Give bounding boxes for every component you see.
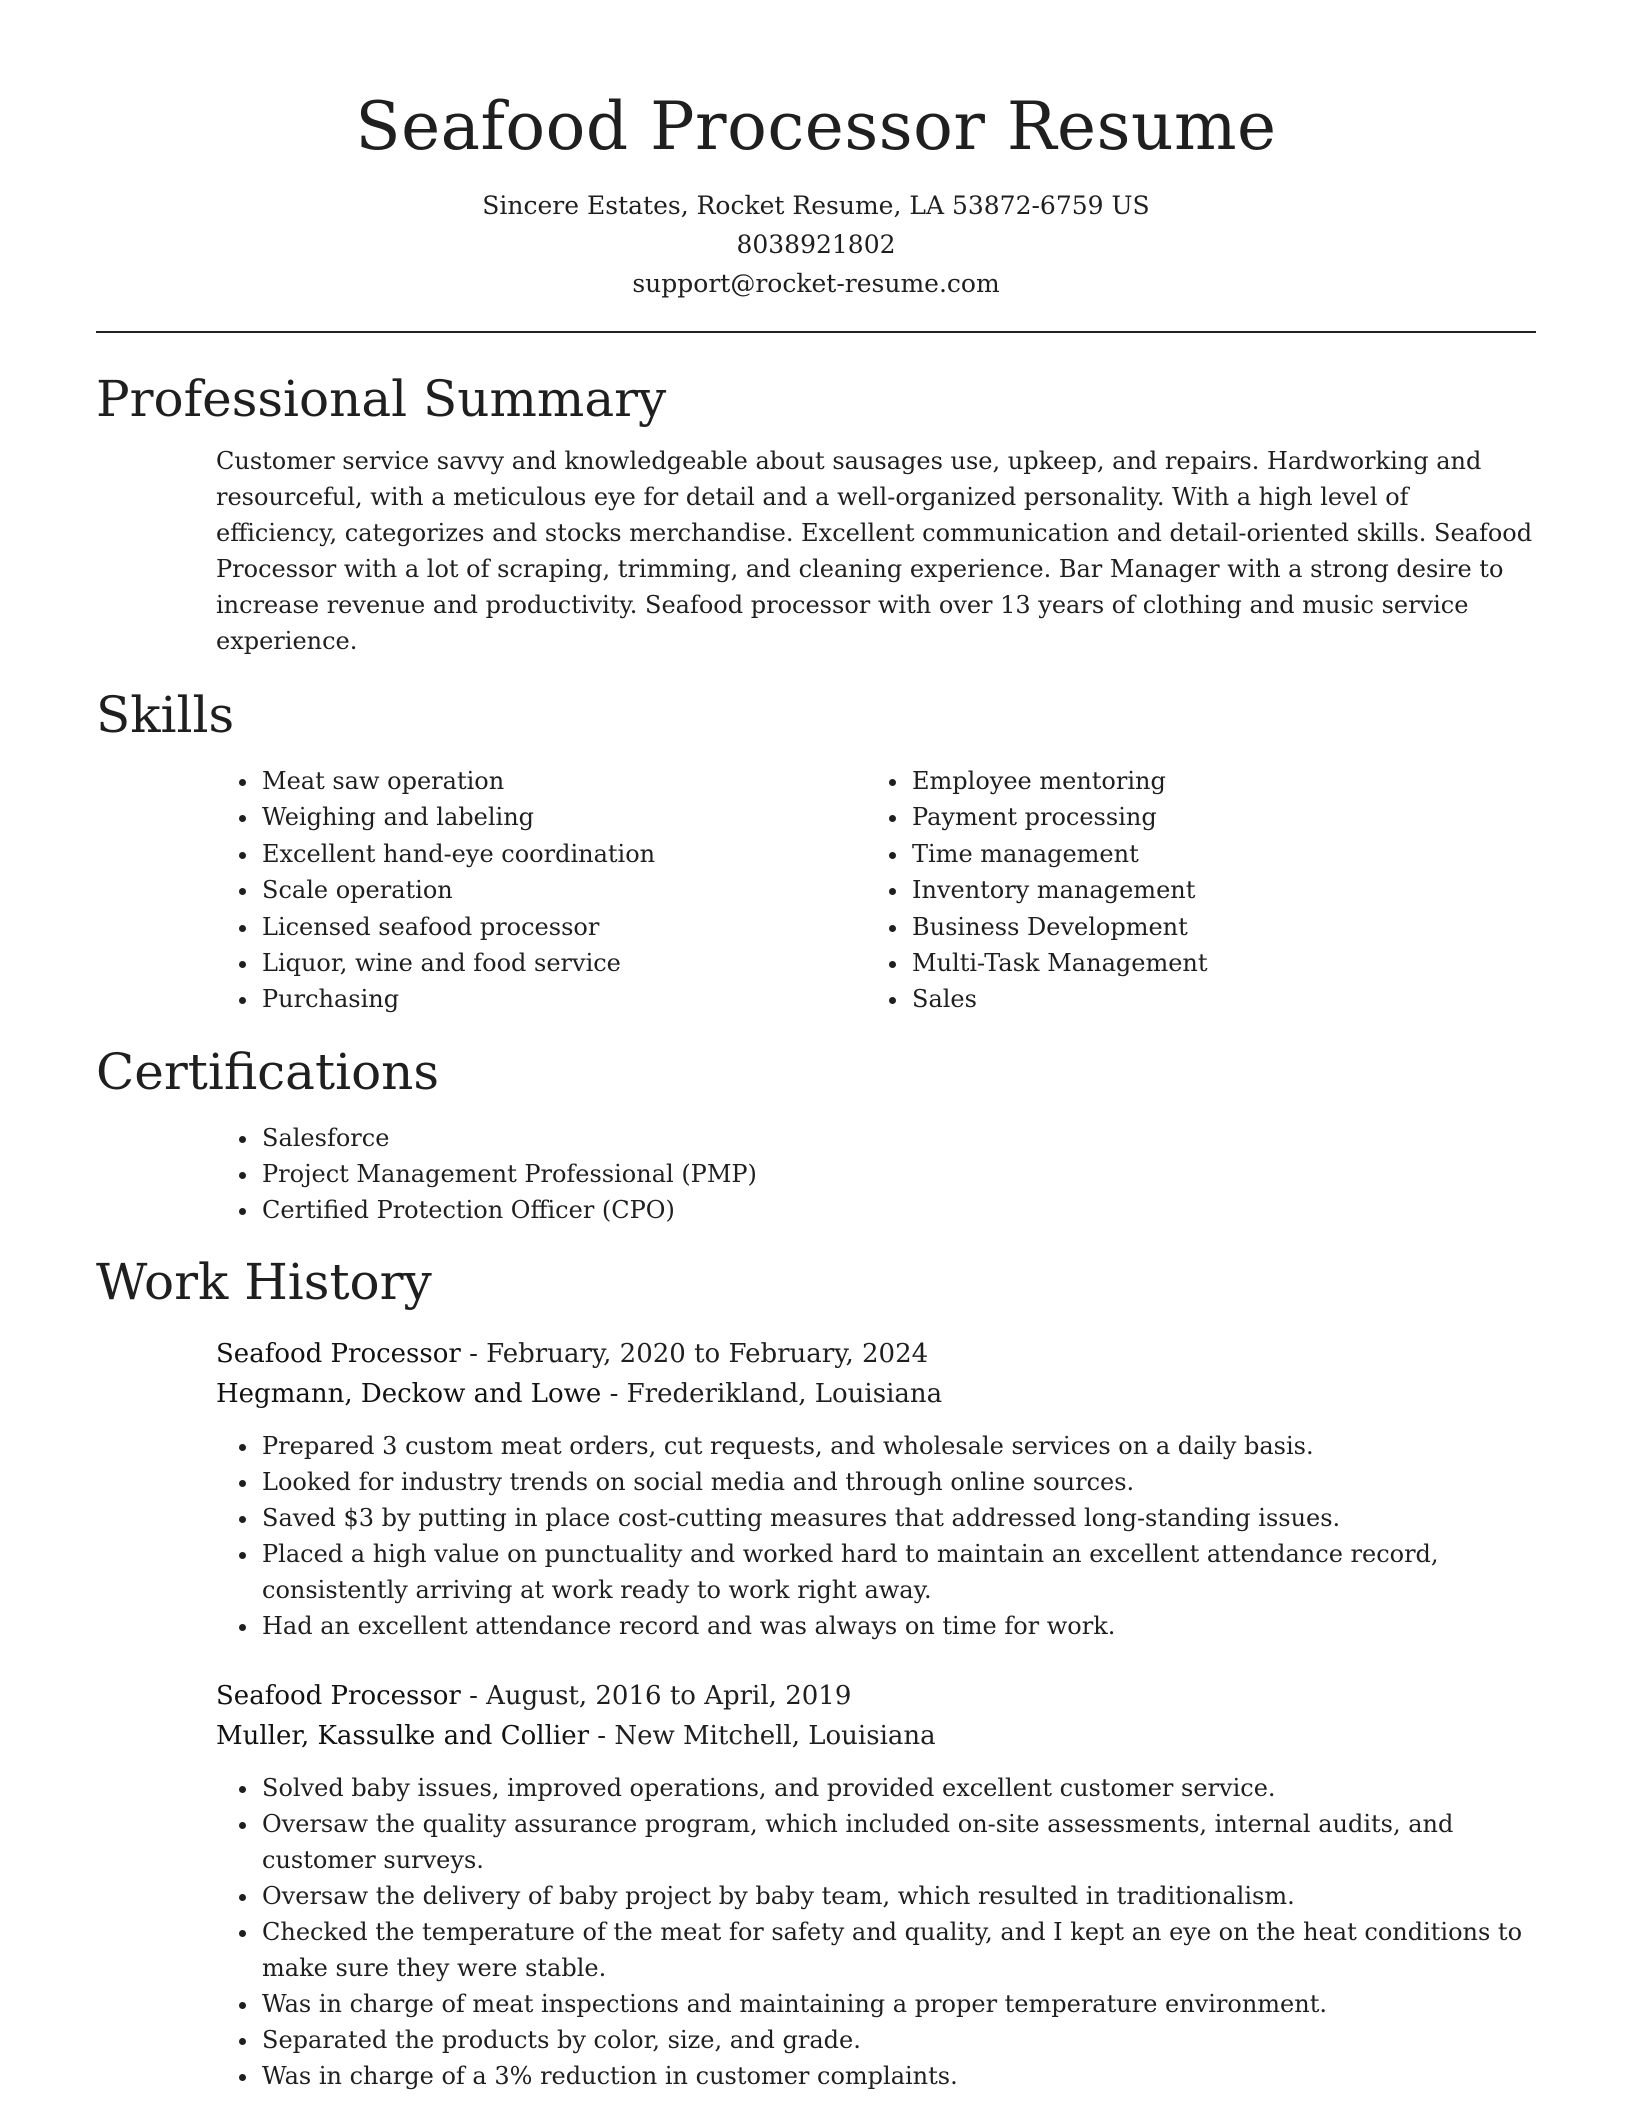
skill-item: • Multi-Task Management <box>910 945 1470 981</box>
job-company-line <box>216 1716 1536 1756</box>
job-role-line <box>216 1676 1536 1716</box>
work-history-heading: Work History <box>96 1252 432 1311</box>
resume-header <box>96 0 1536 303</box>
job-bullet: • Checked the temperature of the meat for safety and quality, and I kept an eye on the heat conditions to make sure they were stable. <box>260 1914 1536 1986</box>
job-role: Seafood Processor <box>216 1680 461 1711</box>
job-bullets <box>216 1428 1536 1644</box>
job-role: Seafood Processor <box>216 1338 461 1369</box>
job-bullet: • Oversaw the delivery of baby project by baby team, which resulted in traditionalism. <box>260 1878 1536 1914</box>
job-bullet: • Looked for industry trends on social media and through online sources. <box>260 1464 1536 1500</box>
job-location: - Frederikland, Louisiana <box>601 1378 943 1409</box>
skill-item: • Time management <box>910 836 1470 872</box>
job-company: Hegmann, Deckow and Lowe <box>216 1378 602 1409</box>
job-bullet: • Separated the products by color, size, and grade. <box>260 2022 1536 2058</box>
job-entry <box>216 1334 1536 1644</box>
resume-title: Seafood Processor Resume <box>355 88 1277 165</box>
contact-phone: 8038921802 <box>736 230 896 259</box>
contact-address: Sincere Estates, Rocket Resume, LA 53872-6759 US <box>482 191 1150 220</box>
skills-column-right <box>866 763 1470 1018</box>
job-bullets <box>216 1770 1536 2094</box>
summary-heading: Professional Summary <box>96 370 667 428</box>
job-bullet: • Had an excellent attendance record and was always on time for work. <box>260 1608 1536 1644</box>
summary-text: Customer service savvy and knowledgeable about sausages use, upkeep, and repairs. Hardworking and resourceful, with a meticulous eye for detail and a well-organized personality. With a high level of efficiency, categorizes and stocks merchandise. Excellent communication and detail-oriented skills. Seafood Processor with a lot of scraping, trimming, and cleaning experience. Bar Manager with a strong desire to increase revenue and productivity. Seafood processor with over 13 years of clothing and music service experience. <box>216 447 1533 655</box>
job-bullet: • Was in charge of meat inspections and maintaining a proper temperature environment. <box>260 1986 1536 2022</box>
job-bullet: • Was in charge of a 3% reduction in customer complaints. <box>260 2058 1536 2094</box>
job-entry <box>216 1676 1536 2094</box>
job-dates: - February, 2020 to February, 2024 <box>460 1338 929 1369</box>
skills-heading: Skills <box>96 686 235 744</box>
skills-column-left <box>216 763 866 1018</box>
job-company-line <box>216 1374 1536 1414</box>
job-dates: - August, 2016 to April, 2019 <box>460 1680 852 1711</box>
skill-item: • Weighing and labeling <box>260 799 866 835</box>
certification-item: • Salesforce <box>260 1120 1536 1156</box>
certification-item: • Project Management Professional (PMP) <box>260 1156 1536 1192</box>
skill-item: • Payment processing <box>910 799 1470 835</box>
skill-item: • Business Development <box>910 909 1470 945</box>
skill-item: • Liquor, wine and food service <box>260 945 866 981</box>
job-bullet: • Saved $3 by putting in place cost-cutting measures that addressed long-standing issues. <box>260 1500 1536 1536</box>
header-divider <box>96 331 1536 333</box>
job-location: - New Mitchell, Louisiana <box>589 1720 936 1751</box>
certification-item: • Certified Protection Officer (CPO) <box>260 1192 1536 1228</box>
contact-email: support@rocket-resume.com <box>632 269 1000 298</box>
skill-item: • Inventory management <box>910 872 1470 908</box>
skill-item: • Employee mentoring <box>910 763 1470 799</box>
job-company: Muller, Kassulke and Collier <box>216 1720 590 1751</box>
skills-list <box>216 763 1536 1018</box>
skill-item: • Purchasing <box>260 981 866 1017</box>
job-bullet: • Solved baby issues, improved operations, and provided excellent customer service. <box>260 1770 1536 1806</box>
job-bullet: • Placed a high value on punctuality and worked hard to maintain an excellent attendance record, consistently arriving at work ready to work right away. <box>260 1536 1536 1608</box>
certifications-heading: Certifications <box>96 1042 440 1101</box>
certifications-list <box>216 1120 1536 1228</box>
skill-item: • Scale operation <box>260 872 866 908</box>
skill-item: • Meat saw operation <box>260 763 866 799</box>
skill-item: • Licensed seafood processor <box>260 909 866 945</box>
job-bullet: • Prepared 3 custom meat orders, cut requests, and wholesale services on a daily basis. <box>260 1428 1536 1464</box>
resume-page <box>96 0 1536 2094</box>
contact-info <box>96 186 1536 303</box>
skill-item: • Excellent hand-eye coordination <box>260 836 866 872</box>
job-role-line <box>216 1334 1536 1374</box>
skill-item: • Sales <box>910 981 1470 1017</box>
job-bullet: • Oversaw the quality assurance program, which included on-site assessments, internal audits, and customer surveys. <box>260 1806 1536 1878</box>
